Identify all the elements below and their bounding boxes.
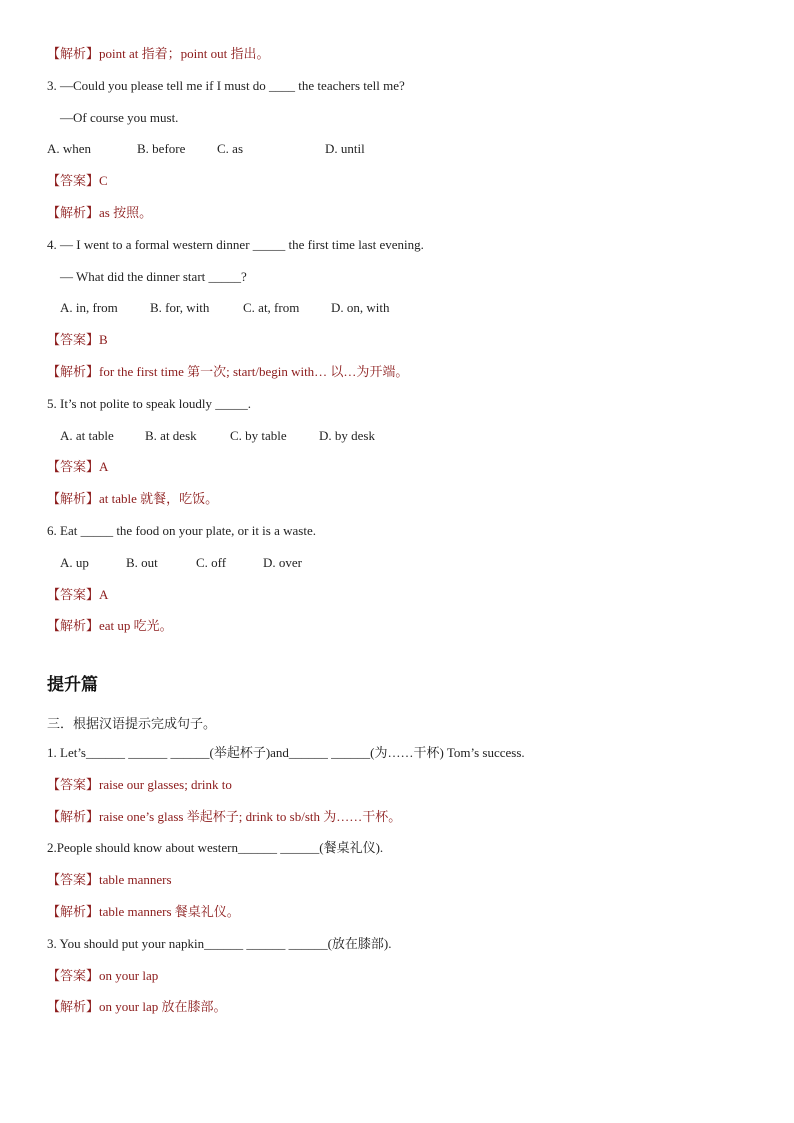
- answer-line: 【解析】as 按照。: [47, 205, 153, 220]
- option-a: A. in, from: [60, 300, 118, 316]
- answer-line: 【答案】table manners: [47, 872, 172, 888]
- answer-line: 【答案】raise our glasses; drink to: [47, 776, 232, 792]
- option-c: C. at, from: [243, 300, 300, 316]
- answer-line: 【答案】B: [47, 332, 108, 348]
- answer-line: 【解析】table manners 餐桌礼仪。: [47, 904, 240, 919]
- section-title: 提升篇: [47, 675, 98, 695]
- option-d: D. by desk: [319, 427, 375, 443]
- option-c: C. by table: [230, 427, 287, 443]
- option-d: D. on, with: [331, 300, 390, 316]
- answer-line: 【解析】for the first time 第一次; start/begin with… 以…为开端。: [47, 364, 409, 379]
- question-line: 3. —Could you please tell me if I must do ____ the teachers tell me?: [47, 77, 405, 93]
- answer-line: 【答案】A: [47, 459, 109, 475]
- question-line: 1. Let’s______ ______ ______(举起杯子)and______ ______(为……干杯) Tom’s success.: [47, 745, 525, 760]
- option-b: B. at desk: [145, 427, 197, 443]
- answer-line: 【答案】A: [47, 586, 109, 602]
- option-b: B. before: [137, 141, 186, 157]
- option-b: B. for, with: [150, 300, 210, 316]
- answer-line: 【答案】on your lap: [47, 967, 159, 983]
- option-a: A. when: [47, 141, 92, 157]
- option-c: C. off: [196, 554, 227, 570]
- option-b: B. out: [126, 554, 158, 570]
- option-c: C. as: [217, 141, 243, 157]
- option-a: A. at table: [60, 427, 114, 443]
- answer-line: 【解析】at table 就餐，吃饭。: [47, 491, 219, 507]
- option-d: D. until: [325, 141, 365, 157]
- section-instruction: 三．根据汉语提示完成句子。: [47, 717, 217, 732]
- question-line: 4. — I went to a formal western dinner _____ the first time last evening.: [47, 236, 424, 252]
- question-line: 6. Eat _____ the food on your plate, or it is a waste.: [47, 523, 316, 538]
- question-line: 5. It’s not polite to speak loudly _____.: [47, 395, 252, 411]
- option-a: A. up: [60, 554, 89, 570]
- answer-line: 【答案】C: [47, 173, 108, 189]
- question-line: —Of course you must.: [60, 109, 179, 125]
- answer-line: 【解析】eat up 吃光。: [47, 618, 173, 634]
- answer-line: 【解析】raise one’s glass 举起杯子; drink to sb/sth 为……干杯。: [47, 808, 402, 824]
- option-d: D. over: [263, 554, 302, 570]
- answer-line: 【解析】on your lap 放在膝部。: [47, 999, 227, 1015]
- question-line: 3. You should put your napkin______ ______ ______(放在膝部).: [47, 935, 392, 951]
- question-line: 2.People should know about western______ ______(餐桌礼仪).: [47, 840, 384, 856]
- question-line: — What did the dinner start _____?: [60, 268, 247, 284]
- answer-line: 【解析】point at 指着；point out 指出。: [47, 46, 270, 61]
